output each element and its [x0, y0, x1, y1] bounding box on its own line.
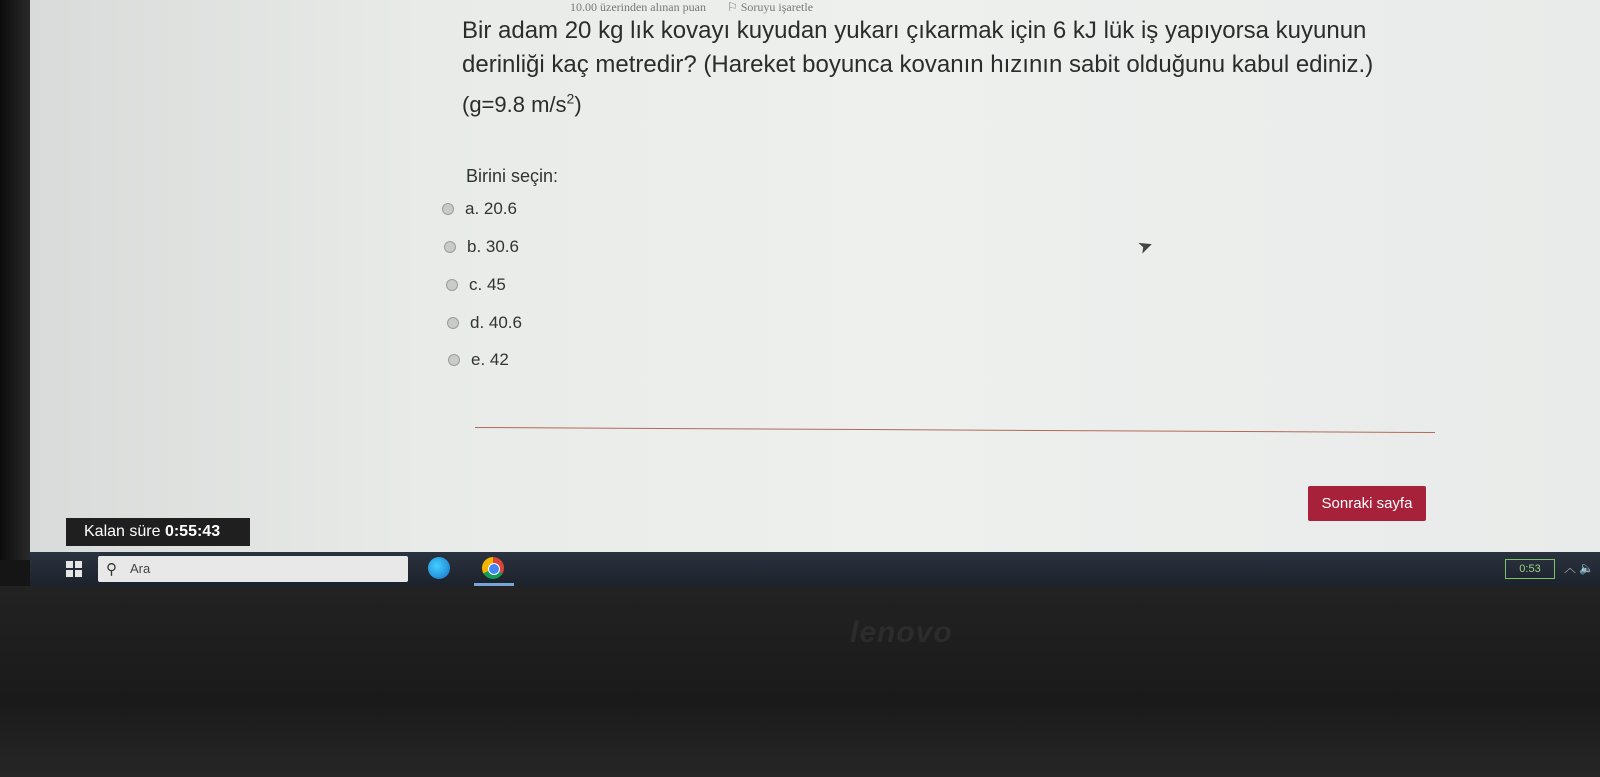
timer-value: 0:55:43: [164, 523, 221, 540]
gravity-formula: (g=9.8 $m/s^2$): [462, 91, 582, 118]
flag-question-link[interactable]: [727, 0, 813, 14]
divider: [475, 427, 1435, 433]
radio-button[interactable]: [444, 241, 456, 253]
option-b[interactable]: [444, 236, 519, 258]
tray-clock[interactable]: 0:53: [1505, 559, 1555, 579]
option-d[interactable]: [447, 312, 522, 334]
timer-label: Kalan süre: [84, 523, 161, 540]
radio-button[interactable]: [446, 279, 458, 291]
remaining-time: [66, 518, 250, 546]
question-text: [462, 14, 1422, 122]
taskbar-search[interactable]: [98, 556, 408, 582]
flag-icon: ⚐: [726, 0, 738, 14]
question-info-bar: [570, 0, 813, 14]
option-e[interactable]: [448, 349, 509, 371]
tray-icons[interactable]: [1564, 559, 1594, 576]
option-label: b. 30.6: [467, 237, 519, 256]
windows-start-icon[interactable]: [66, 561, 82, 577]
mouse-cursor-icon: ➤: [1134, 234, 1156, 259]
search-placeholder: Ara: [130, 561, 151, 576]
taskbar: [30, 552, 1600, 586]
chrome-icon[interactable]: [482, 557, 504, 579]
radio-button[interactable]: [442, 203, 454, 215]
option-a[interactable]: [442, 198, 517, 220]
edge-icon[interactable]: [428, 557, 450, 579]
option-label: d. 40.6: [470, 313, 522, 332]
brand-logo: lenovo: [850, 616, 953, 649]
score-text: 10.00 üzerinden alınan puan: [570, 0, 706, 14]
flag-label: Soruyu işaretle: [740, 0, 814, 14]
next-page-button[interactable]: Sonraki sayfa: [1308, 486, 1426, 521]
option-label: e. 42: [471, 350, 509, 369]
laptop-bezel-left: [0, 0, 30, 560]
laptop-bezel-bottom: [0, 586, 1600, 777]
search-icon: ⚲: [106, 561, 117, 578]
answer-prompt: Birini seçin:: [466, 166, 559, 186]
speaker-icon[interactable]: 🔈: [1579, 561, 1595, 575]
option-label: c. 45: [469, 275, 506, 294]
option-label: a. 20.6: [465, 199, 517, 218]
radio-button[interactable]: [447, 317, 459, 329]
radio-button[interactable]: [448, 354, 460, 366]
chevron-up-icon[interactable]: ︿: [1564, 561, 1577, 575]
quiz-page: [30, 0, 1600, 560]
option-c[interactable]: [446, 274, 506, 296]
question-body: Bir adam 20 kg lık kovayı kuyudan yukarı çıkarmak için 6 kJ lük iş yapıyorsa kuyunun derinliği kaç metredir? (Hareket boyunca kovanın hızının sabit olduğunu kabul ediniz.): [462, 17, 1374, 78]
